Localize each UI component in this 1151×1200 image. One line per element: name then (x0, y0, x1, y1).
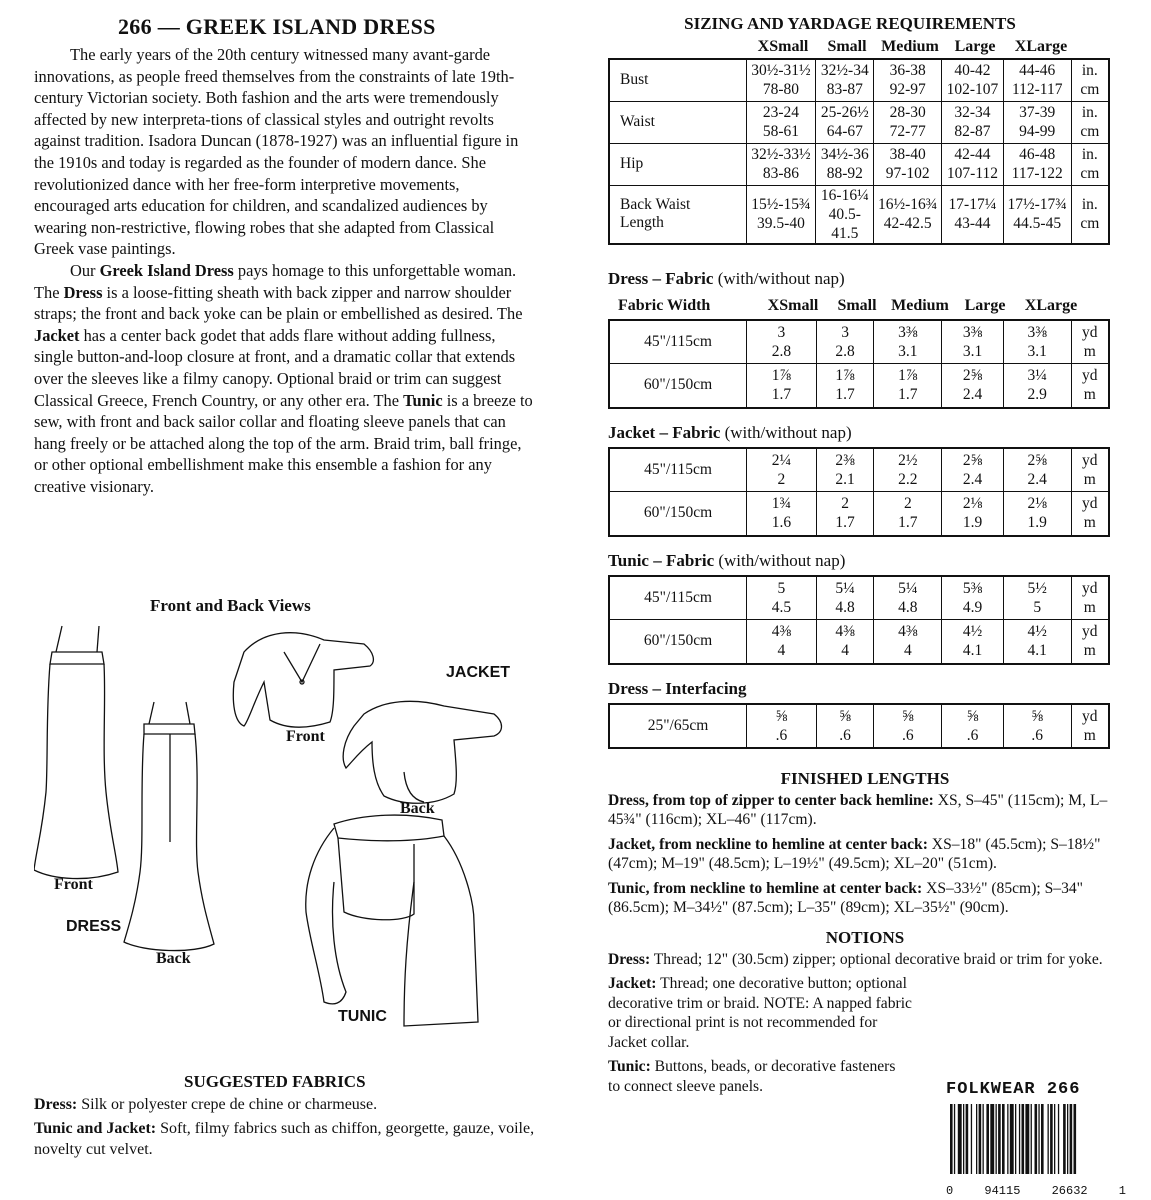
barcode-label: FOLKWEAR 266 (946, 1080, 1081, 1099)
label-jacket-front: Front (286, 728, 325, 745)
yardage-cell: 1¾ 1.6 (747, 492, 817, 536)
sizing-cell: 42-44 107-112 (942, 143, 1004, 185)
yardage-unit-cell: yd m (1071, 320, 1109, 364)
yardage-cell: ⅝ .6 (816, 704, 874, 748)
sizing-cell: 46-48 117-122 (1003, 143, 1071, 185)
suggested-fabrics-heading: SUGGESTED FABRICS (184, 1072, 366, 1091)
sizing-cell: 32½-34 83-87 (816, 59, 874, 101)
barcode-block (946, 1080, 1126, 1198)
sizing-cell: 32½-33½ 83-86 (746, 143, 816, 185)
yardage-row (609, 492, 1109, 536)
yardage-cell: 2⅛ 1.9 (1003, 492, 1071, 536)
right-column (608, 14, 1122, 1101)
sizing-row-label: Bust (609, 59, 746, 101)
jacket-back-drawing (343, 701, 501, 803)
yardage-cell: 5¼ 4.8 (816, 576, 874, 620)
suggested-fabrics (34, 1072, 554, 1163)
yardage-row (609, 364, 1109, 408)
yardage-cell: 2½ 2.2 (874, 448, 942, 492)
sizing-cell: 32-34 82-87 (942, 101, 1004, 143)
page-title: 266 — GREEK ISLAND DRESS (118, 14, 436, 39)
sizing-cell: 30½-31½ 78-80 (746, 59, 816, 101)
yardage-cell: 3 2.8 (816, 320, 874, 364)
sizing-cell: 28-30 72-77 (874, 101, 942, 143)
yardage-cell: 5¼ 4.8 (874, 576, 942, 620)
yardage-table (608, 703, 1110, 749)
fabric-width-cell: 60"/150cm (609, 364, 747, 408)
yardage-cell: 1⅞ 1.7 (874, 364, 942, 408)
finished-lengths-heading: FINISHED LENGTHS (780, 768, 950, 788)
sizing-cell: 15½-15¾ 39.5-40 (746, 185, 816, 244)
label-jacket: JACKET (446, 664, 511, 681)
yardage-unit-cell: yd m (1071, 620, 1109, 664)
sizing-cell: 38-40 97-102 (874, 143, 942, 185)
size-medium: Medium (881, 38, 939, 55)
yardage-cell: 3⅜ 3.1 (874, 320, 942, 364)
views-heading: Front and Back Views (150, 596, 311, 615)
yardage-row (609, 320, 1109, 364)
yardage-cell: 5½ 5 (1003, 576, 1071, 620)
yardage-cell: 2¼ 2 (747, 448, 817, 492)
yardage-cell: 1⅞ 1.7 (747, 364, 817, 408)
sizing-heading: SIZING AND YARDAGE REQUIREMENTS (684, 14, 1016, 33)
tunic-drawing (306, 815, 478, 1026)
label-dress-back: Back (156, 950, 191, 967)
notions-dress: Dress: Thread; 12" (30.5cm) zipper; optional decorative braid or trim for yoke. (608, 950, 1103, 968)
yardage-cell: 2⅝ 2.4 (942, 448, 1004, 492)
intro-text (34, 44, 534, 497)
finished-dress: Dress, from top of zipper to center back hemline: XS, S–45" (115cm); M, L–45¾" (116cm); XL–46" (117cm). (608, 791, 1108, 828)
sizing-unit-cell: in. cm (1071, 59, 1109, 101)
sizing-row-label: Hip (609, 143, 746, 185)
sizing-row (609, 185, 1109, 244)
yardage-cell: 3 2.8 (747, 320, 817, 364)
jacket-front-drawing (233, 633, 373, 727)
yardage-cell: ⅝ .6 (1003, 704, 1071, 748)
size-xlarge: XLarge (1014, 38, 1068, 55)
sizing-unit-cell: in. cm (1071, 185, 1109, 244)
yardage-unit-cell: yd m (1071, 704, 1109, 748)
sizing-unit-cell: in. cm (1071, 143, 1109, 185)
barcode-icon (948, 1104, 1124, 1174)
sizing-table (608, 58, 1110, 245)
suggested-tunic-jacket: Tunic and Jacket: Soft, filmy fabrics such as chiffon, georgette, gauze, voile, novelty cut velvet. (34, 1120, 535, 1158)
dress-back-drawing (124, 702, 214, 951)
finished-jacket: Jacket, from neckline to hemline at center back: XS–18" (45.5cm); S–18½" (47cm); M–19" (48.5cm); L–19½" (49.5cm); XL–20" (51cm). (608, 835, 1101, 872)
yardage-cell: 2⅝ 2.4 (1003, 448, 1071, 492)
sizing-size-header (748, 34, 1122, 56)
yardage-cell: 3¼ 2.9 (1003, 364, 1071, 408)
finished-tunic: Tunic, from neckline to hemline at center back: XS–33½" (85cm); S–34" (86.5cm); M–34½" (87.5cm); L–35" (89cm); XL–35½" (90cm). (608, 879, 1084, 916)
yardage-cell: 2 1.7 (874, 492, 942, 536)
yardage-row (609, 704, 1109, 748)
sizing-cell: 36-38 92-97 (874, 59, 942, 101)
intro-paragraph-1: The early years of the 20th century witnessed many avant-garde innovations, as people freed themselves from the constraints of late 19th-century Victorian society. Both fashion and the arts were tremendously affected by new interpreta-tions of classical styles and outright revolts against tradition. Isadora Duncan (1878-1927) was an influential figure in the 1910s and today is regarded as the founder of modern dance. She revolutionized dance with her free-form interpretive movements, encouraged arts education for children, and scandalized audiences by wearing non-restrictive, flowing robes that she adapted from Classical Greek vase paintings. (34, 45, 519, 259)
size-small: Small (827, 38, 867, 55)
yardage-cell: ⅝ .6 (747, 704, 817, 748)
yardage-cell: 2⅝ 2.4 (942, 364, 1004, 408)
fabric-width-cell: 45"/115cm (609, 320, 747, 364)
fabric-width-cell: 60"/150cm (609, 620, 747, 664)
yardage-cell: ⅝ .6 (874, 704, 942, 748)
sizing-cell: 25-26½ 64-67 (816, 101, 874, 143)
notions-jacket: Jacket: Thread; one decorative button; optional decorative trim or braid. NOTE: A napped fabric or directional print is not recommended for Jacket collar. (608, 975, 912, 1051)
sizing-row (609, 101, 1109, 143)
yardage-table (608, 447, 1110, 537)
sizing-cell: 37-39 94-99 (1003, 101, 1071, 143)
sizing-cell: 17½-17¾ 44.5-45 (1003, 185, 1071, 244)
label-dress: DRESS (66, 918, 122, 935)
fabric-width-cell: 60"/150cm (609, 492, 747, 536)
yardage-table (608, 319, 1110, 409)
yardage-cell: 2 1.7 (816, 492, 874, 536)
yardage-unit-cell: yd m (1071, 448, 1109, 492)
sizing-row-label: Back Waist Length (609, 185, 746, 244)
yardage-cell: 3⅜ 3.1 (1003, 320, 1071, 364)
yardage-title: Dress – Fabric (with/without nap) (608, 268, 845, 288)
fabric-width-cell: 45"/115cm (609, 448, 747, 492)
sizing-cell: 16-16¼ 40.5-41.5 (816, 185, 874, 244)
sizing-row (609, 59, 1109, 101)
sizing-row (609, 143, 1109, 185)
yardage-cell: 5⅜ 4.9 (942, 576, 1004, 620)
yardage-section (608, 679, 1122, 749)
yardage-cell: ⅝ .6 (942, 704, 1004, 748)
yardage-unit-cell: yd m (1071, 492, 1109, 536)
yardage-row (609, 620, 1109, 664)
label-tunic: TUNIC (338, 1008, 387, 1025)
sizing-row-label: Waist (609, 101, 746, 143)
yardage-unit-cell: yd m (1071, 364, 1109, 408)
size-large: Large (954, 38, 996, 55)
sizing-cell: 34½-36 88-92 (816, 143, 874, 185)
yardage-section (608, 551, 1122, 665)
notions-tunic: Tunic: Buttons, beads, or decorative fasteners to connect sleeve panels. (608, 1058, 896, 1095)
notions (608, 928, 1122, 1097)
yardage-cell: 2⅜ 2.1 (816, 448, 874, 492)
garment-drawings (34, 622, 534, 1042)
dress-front-drawing (34, 626, 118, 879)
yardage-row (609, 448, 1109, 492)
yardage-section (608, 423, 1122, 537)
yardage-section (608, 269, 1122, 409)
sizing-cell: 23-24 58-61 (746, 101, 816, 143)
sizing-cell: 17-17¼ 43-44 (942, 185, 1004, 244)
garment-illustrations (34, 622, 534, 1042)
fabric-width-cell: 45"/115cm (609, 576, 747, 620)
sizing-cell: 16½-16¾ 42-42.5 (874, 185, 942, 244)
yardage-title: Tunic – Fabric (with/without nap) (608, 550, 846, 570)
yardage-table (608, 575, 1110, 665)
suggested-dress: Dress: Silk or polyester crepe de chine or charmeuse. (34, 1096, 378, 1113)
finished-lengths (608, 769, 1122, 918)
yardage-cell: 4⅜ 4 (816, 620, 874, 664)
label-dress-front: Front (54, 876, 93, 893)
barcode-digits: 0 94115 26632 1 (946, 1184, 1126, 1198)
yardage-cell: 4⅜ 4 (747, 620, 817, 664)
sizing-unit-cell: in. cm (1071, 101, 1109, 143)
sizing-cell: 40-42 102-107 (942, 59, 1004, 101)
size-xsmall: XSmall (757, 38, 809, 55)
left-column (34, 14, 534, 497)
yardage-row (609, 576, 1109, 620)
yardage-size-header: Fabric Width XSmall Small Medium Large XLarge (618, 296, 1078, 314)
yardage-cell: 4½ 4.1 (942, 620, 1004, 664)
yardage-title: Dress – Interfacing (608, 678, 747, 698)
yardage-unit-cell: yd m (1071, 576, 1109, 620)
notions-heading: NOTIONS (825, 927, 905, 947)
label-jacket-back: Back (400, 800, 435, 817)
yardage-title: Jacket – Fabric (with/without nap) (608, 422, 852, 442)
sizing-cell: 44-46 112-117 (1003, 59, 1071, 101)
yardage-cell: 4½ 4.1 (1003, 620, 1071, 664)
yardage-cell: 5 4.5 (747, 576, 817, 620)
yardage-cell: 2⅛ 1.9 (942, 492, 1004, 536)
yardage-cell: 1⅞ 1.7 (816, 364, 874, 408)
yardage-cell: 4⅜ 4 (874, 620, 942, 664)
fabric-width-cell: 25"/65cm (609, 704, 747, 748)
yardage-cell: 3⅜ 3.1 (942, 320, 1004, 364)
intro-paragraph-2: Our Greek Island Dress pays homage to this unforgettable woman. The Dress is a loose-fitting sheath with back zipper and narrow shoulder straps; the front and back yoke can be plain or embellished as desired. The Jacket has a center back godet that adds flare without adding fullness, single button-and-loop closure at front, and a dramatic collar that extends over the sleeves like a filmy canopy. Optional braid or trim can suggest Classical Greece, French Country, or any other era. The Tunic is a breeze to sew, with front and back sailor collar and floating sleeve panels that can hang freely or be attached along the top of the arm. Braid trim, ball fringe, or other optional embellishment make this ensemble a fashion for any creative visionary. (34, 260, 533, 496)
